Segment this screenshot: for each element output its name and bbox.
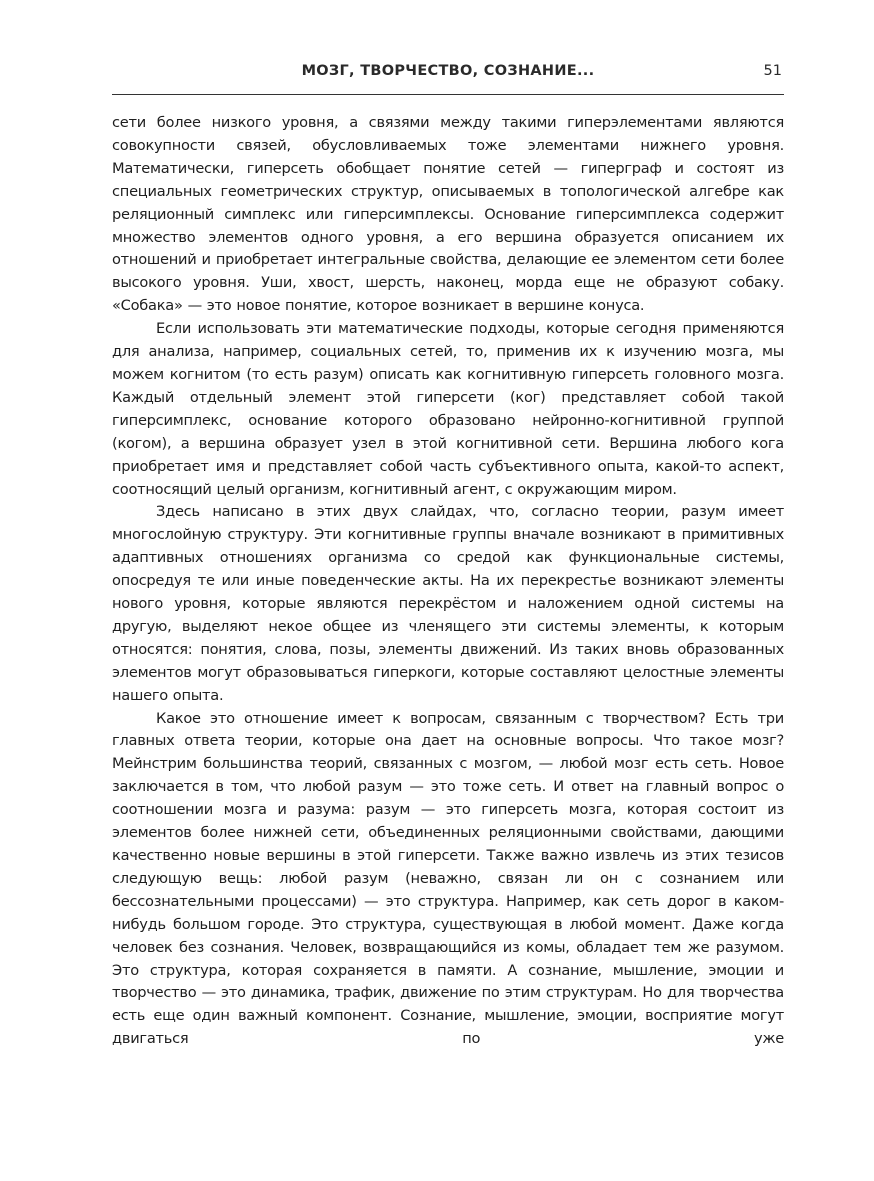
running-title: МОЗГ, ТВОРЧЕСТВО, СОЗНАНИЕ... xyxy=(301,63,595,79)
running-head xyxy=(112,60,784,86)
paragraph-4: Какое это отношение имеет к вопросам, связанным с творчеством? Есть три главных ответа теории, которые она дает на основные вопросы. Что такое мозг? Мейнстрим большинства теорий, связанных с мозгом, — любой мозг есть сеть. Новое заключается в том, что любой разум — это тоже сеть. И ответ на главный вопрос о соотношении мозга и разума: разум — это гиперсеть мозга, которая состоит из элементов более нижней сети, объединенных реляционными свойствами, дающими качественно новые вершины в этой гиперсети. Также важно извлечь из этих тезисов следующую вещь: любой разум (неважно, связан ли он с сознанием или бессознательными процессами) — это структура. Например, как сеть дорог в каком-нибудь большом городе. Это структура, существующая в любой момент. Даже когда человек без сознания. Человек, возвращающийся из комы, обладает тем же разумом. Это структура, которая сохраняется в памяти. А сознание, мышление, эмоции и творчество — это динамика, трафик, движение по этим структурам. Но для творчества есть еще один важный компонент. Сознание, мышление, эмоции, восприятие могут двигаться по уже xyxy=(112,709,784,1048)
paragraph-1: сети более низкого уровня, а связями между такими гиперэлементами являются совокупности связей, обусловливаемых тоже элементами нижнего уровня. Математически, гиперсеть обобщает понятие сетей — гиперграф и состоят из специальных геометрических структур, описываемых в топологической алгебре как реляционный симплекс или гиперсимплексы. Основание гиперсимплекса содержит множество элементов одного уровня, а его вершина образуется описанием их отношений и приобретает интегральные свойства, делающие ее элементом сети более высокого уровня. Уши, хвост, шерсть, наконец, морда еще не образуют собаку. «Собака» — это новое понятие, которое возникает в вершине конуса. xyxy=(112,114,784,315)
body-text xyxy=(112,112,784,1051)
page-number: 51 xyxy=(763,63,782,79)
paragraph-2: Если использовать эти математические подходы, которые сегодня применяются для анализа, например, социальных сетей, то, применив их к изучению мозга, мы можем когнитом (то есть разум) описать как когнитивную гиперсеть головного мозга. Каждый отдельный элемент этой гиперсети (ког) представляет собой такой гиперсимплекс, основание которого образовано нейронно-когнитивной группой (когом), а вершина образует узел в этой когнитивной сети. Вершина любого кога приобретает имя и представляет собой часть субъективного опыта, какой-то аспект, соотносящий целый организм, когнитивный агент, с окружающим миром. xyxy=(112,320,784,498)
paragraph-3: Здесь написано в этих двух слайдах, что, согласно теории, разум имеет многослойную структуру. Эти когнитивные группы вначале возникают в примитивных адаптивных отношениях организма со средой как функциональные системы, опосредуя те или иные поведенческие акты. На их перекрестье возникают элементы нового уровня, которые являются перекрёстом и наложением одной системы на другую, выделяют некое общее из членящего эти системы элементы, к которым относятся: понятия, слова, позы, элементы движений. Из таких вновь образованных элементов могут образовываться гиперкоги, которые составляют целостные элементы нашего опыта. xyxy=(112,503,784,704)
header-divider xyxy=(112,94,784,95)
